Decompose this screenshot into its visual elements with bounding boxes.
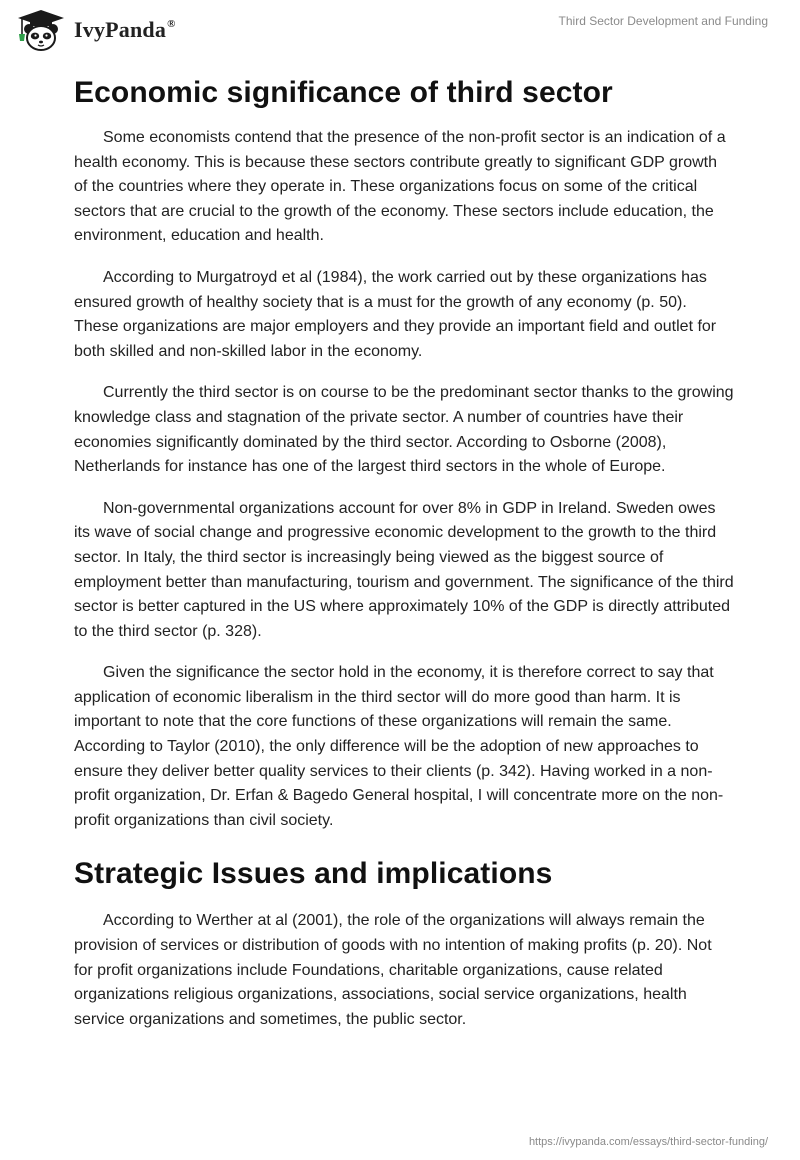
paragraph: Given the significance the sector hold in the economy, it is therefore correct to say that application of economic liberalism in the third sector will do more good than harm. It is important to note that the core functions of these organizations will remain the same. According to Taylor (2010), the only difference will be the adoption of new approaches to ensure they deliver better quality services to their clients (p. 342). Having worked in a non-profit organization, Dr. Erfan & Bagedo General hospital, I will concentrate more on the non-profit organizations than civil society.: [74, 664, 724, 829]
logo-text: IvyPanda: [74, 17, 167, 42]
paragraph: Non-governmental organizations account for over 8% in GDP in Ireland. Sweden owes its wave of social change and progressive economic development to the growth to the third sector. In Italy, the third sector is increasingly being viewed as the biggest source of employment better than manufacturing, tourism and government. The significance of the third sector is better captured in the US where approximately 10% of the GDP is directly attributed to the third sector (p. 328).: [74, 499, 734, 640]
logo-wordmark: [74, 17, 176, 43]
paragraph: Some economists contend that the presence of the non-profit sector is an indication of a health economy. This is because these sectors contribute greatly to significant GDP growth of the countries where they operate in. These organizations focus on some of the critical sectors that are crucial to the growth of the economy. These sectors include education, the environment, education and health.: [74, 129, 726, 245]
paragraph: According to Werther at al (2001), the role of the organizations will always remain the provision of services or distribution of goods with no intention of making profits (p. 20). Not for profit organizations include Foundations, charitable organizations, cause related organizations religious organizations, associations, social service organizations, health service organizations and sometimes, the public sector.: [74, 912, 712, 1028]
section-heading-economic-significance: Economic significance of third sector: [74, 76, 613, 109]
ivypanda-logo[interactable]: [14, 8, 176, 52]
page-header: [0, 0, 800, 60]
section-heading-strategic-issues: Strategic Issues and implications: [74, 857, 553, 891]
paragraph: Currently the third sector is on course to be the predominant sector thanks to the growing knowledge class and stagnation of the private sector. A number of countries have their economies significantly dominated by the third sector. According to Osborne (2008), Netherlands for instance has one of the largest third sectors in the whole of Europe.: [74, 384, 734, 476]
source-url[interactable]: https://ivypanda.com/essays/third-sector-funding/: [528, 1136, 768, 1148]
document-title: Third Sector Development and Funding: [558, 14, 768, 28]
panda-graduate-icon: [14, 8, 68, 52]
essay-content: [74, 72, 734, 1049]
paragraph: According to Murgatroyd et al (1984), the work carried out by these organizations has ensured growth of healthy society that is a must for the growth of any economy (p. 50). These organizations are major employers and they provide an important field and outlet for both skilled and non-skilled labor in the economy.: [74, 268, 717, 360]
registered-mark: ®: [167, 18, 176, 30]
